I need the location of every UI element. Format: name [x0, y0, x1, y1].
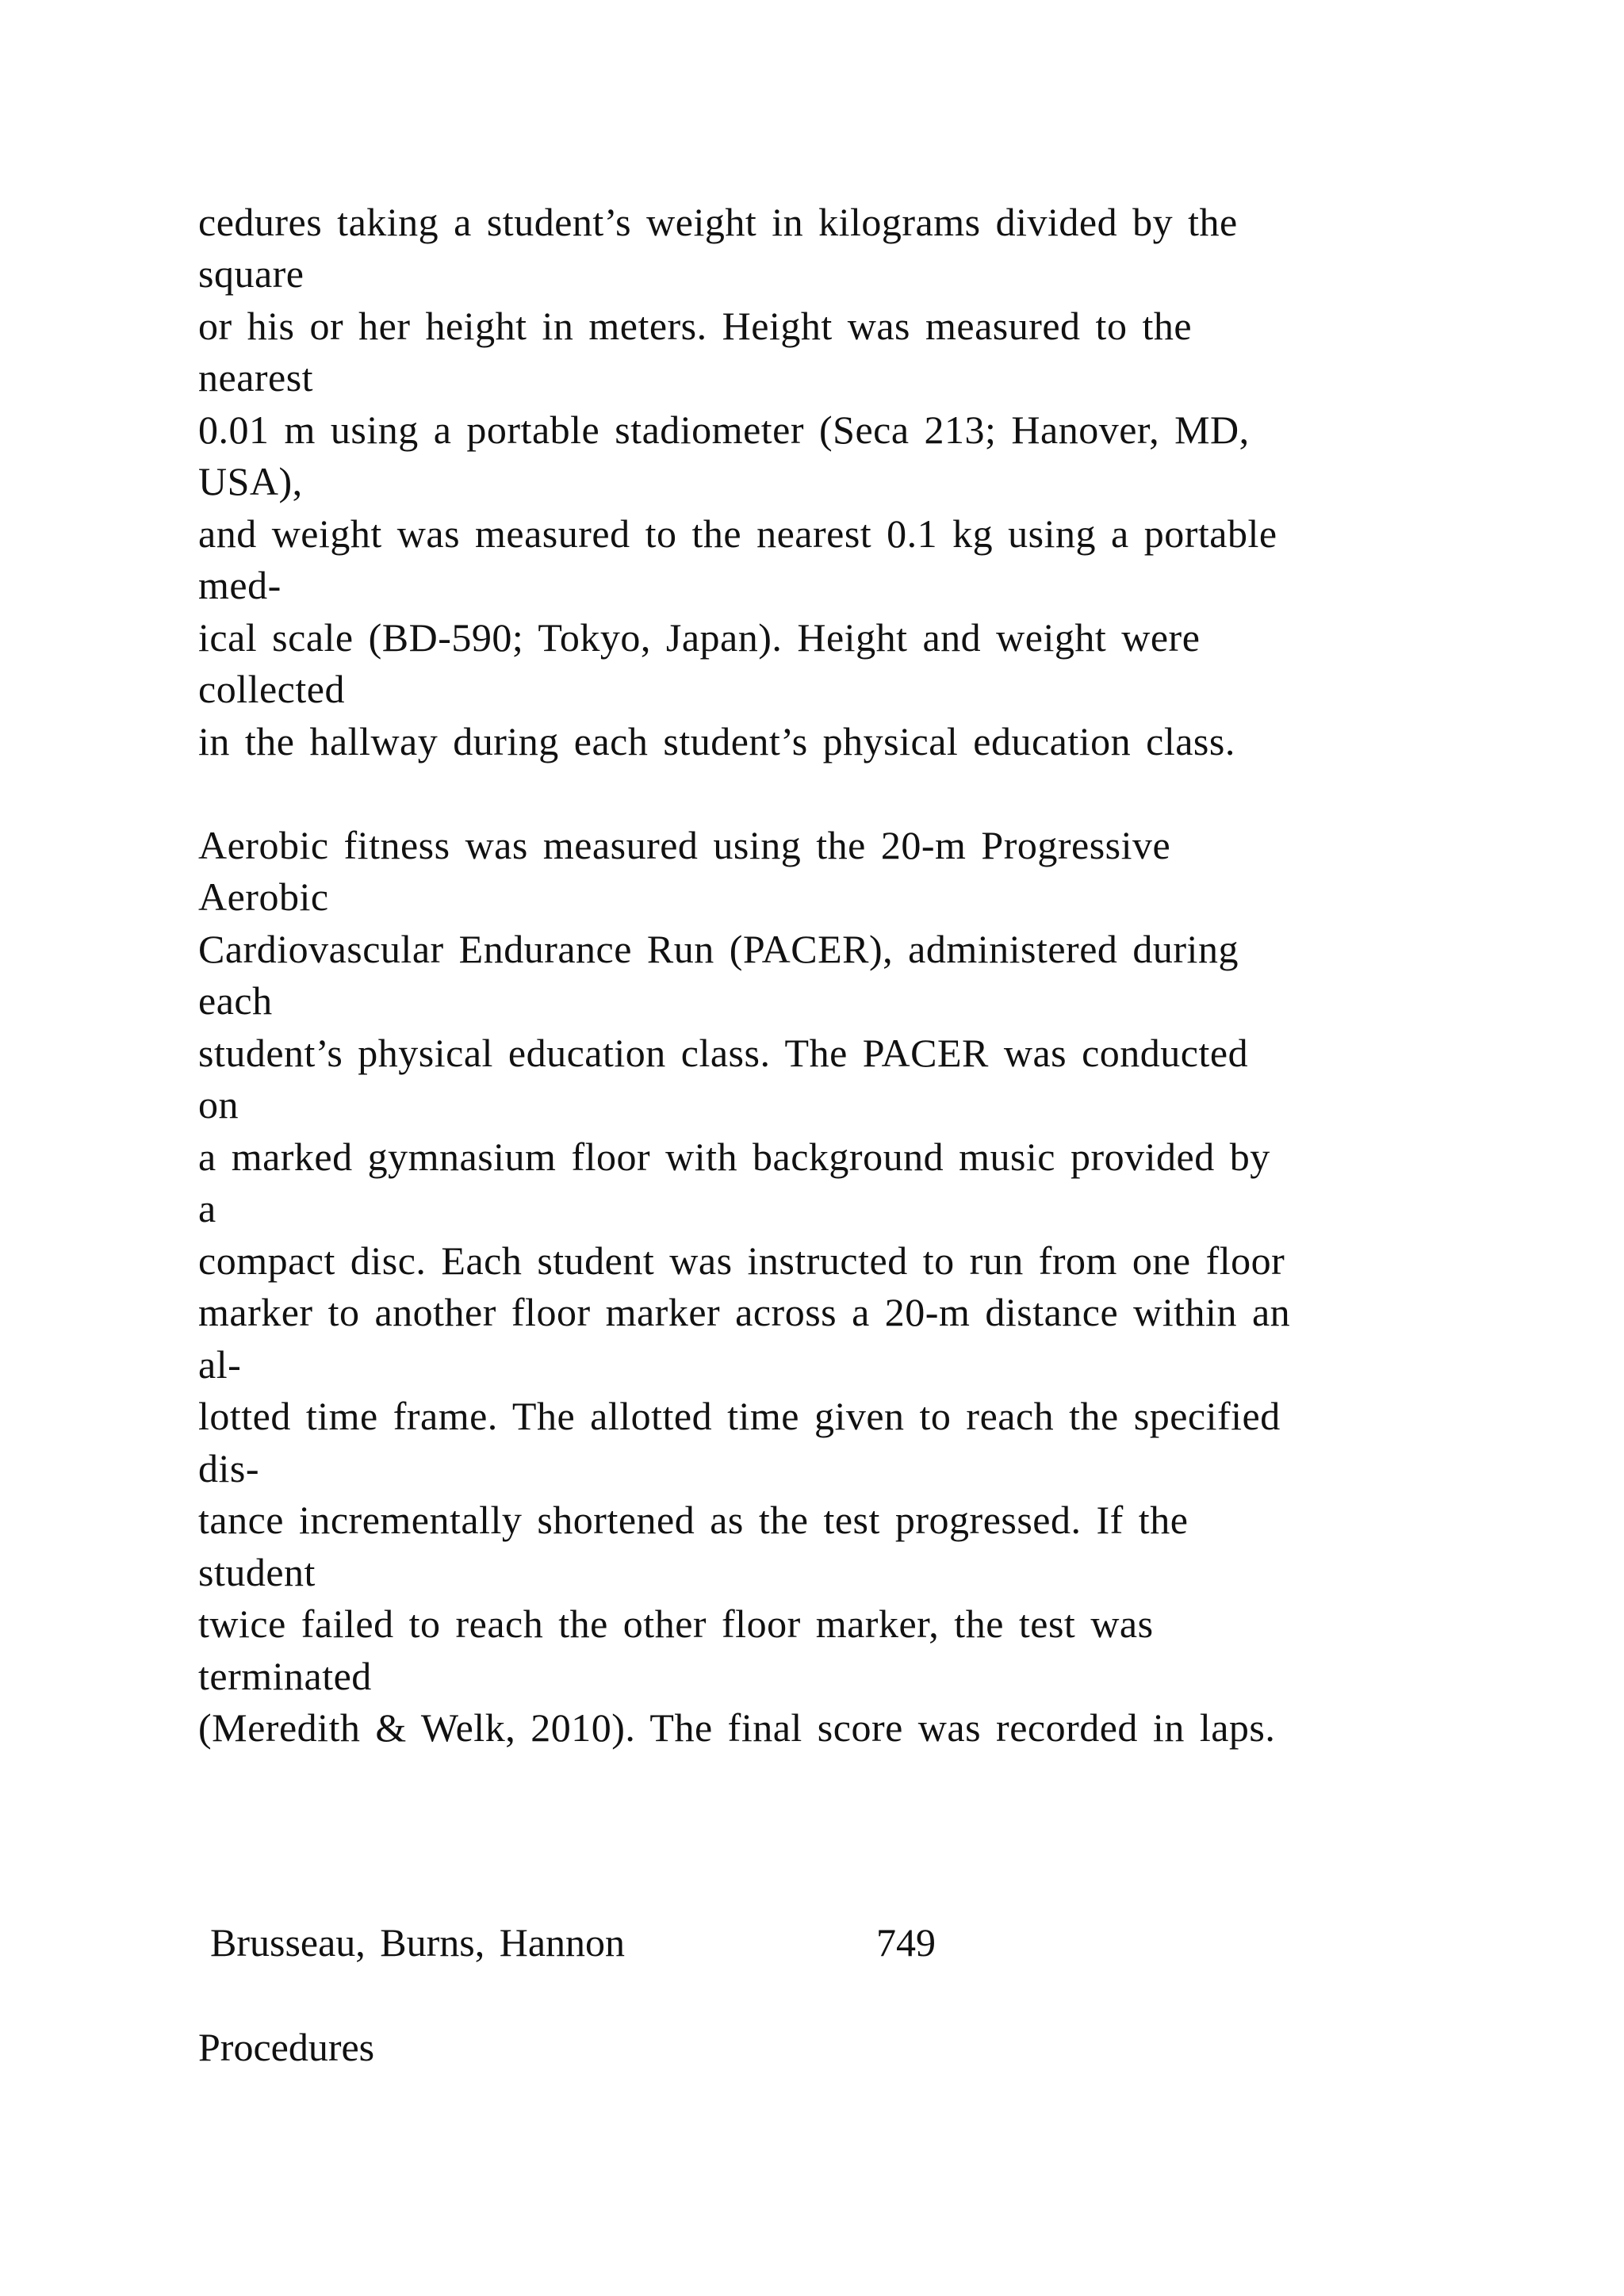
paragraph-1-line-3: or his or her height in meters. Height was measured to the: [198, 304, 1193, 348]
paragraph-2-line-11: al-: [198, 1342, 242, 1387]
paragraph-2-line-5: student’s physical education class. The PACER was conducted: [198, 1031, 1249, 1075]
paragraph-1-line-9: ical scale (BD-590; Tokyo, Japan). Height and weight were: [198, 615, 1201, 660]
paragraph-2-line-9: compact disc. Each student was instructed to run from one floor: [198, 1238, 1285, 1283]
paragraph-1-line-5: 0.01 m using a portable stadiometer (Seca 213; Hanover, MD,: [198, 408, 1250, 452]
paragraph-1-line-4: nearest: [198, 355, 314, 400]
paragraph-1-line-6: USA),: [198, 459, 303, 503]
paragraph-2-line-10: marker to another floor marker across a 20-m distance within an: [198, 1290, 1291, 1334]
paragraph-1-line-7: and weight was measured to the nearest 0.1 kg using a portable: [198, 511, 1277, 556]
paragraph-2-line-1: Aerobic fitness was measured using the 20-m Progressive: [198, 823, 1171, 867]
section-heading-procedures: Procedures: [198, 2025, 375, 2069]
paragraph-2-line-2: Aerobic: [198, 874, 329, 919]
paragraph-2-line-13: dis-: [198, 1446, 259, 1490]
paragraph-1-line-10: collected: [198, 667, 345, 711]
paragraph-1-line-8: med-: [198, 563, 282, 607]
paragraph-2-line-4: each: [198, 978, 273, 1023]
paragraph-2-line-3: Cardiovascular Endurance Run (PACER), administered during: [198, 927, 1239, 971]
paragraph-2-line-14: tance incrementally shortened as the test progressed. If the: [198, 1498, 1189, 1542]
paragraph-1-line-11: in the hallway during each student’s physical education class.: [198, 719, 1235, 763]
paragraph-2-line-6: on: [198, 1082, 239, 1127]
paragraph-2-line-7: a marked gymnasium floor with background music provided by: [198, 1135, 1270, 1179]
page-number: 749: [876, 1920, 936, 1965]
paragraph-2-line-8: a: [198, 1186, 216, 1230]
paragraph-2-line-16: twice failed to reach the other floor marker, the test was: [198, 1601, 1154, 1646]
paragraph-2-line-12: lotted time frame. The allotted time given to reach the specified: [198, 1394, 1281, 1438]
paragraph-1-line-1: cedures taking a student’s weight in kilograms divided by the: [198, 200, 1238, 244]
running-footer-authors: Brusseau, Burns, Hannon: [210, 1920, 626, 1965]
paragraph-2-line-18: (Meredith & Welk, 2010). The final score was recorded in laps.: [198, 1705, 1276, 1750]
paragraph-2-line-17: terminated: [198, 1654, 372, 1698]
paragraph-2-line-15: student: [198, 1550, 316, 1594]
paragraph-1-line-2: square: [198, 251, 304, 296]
